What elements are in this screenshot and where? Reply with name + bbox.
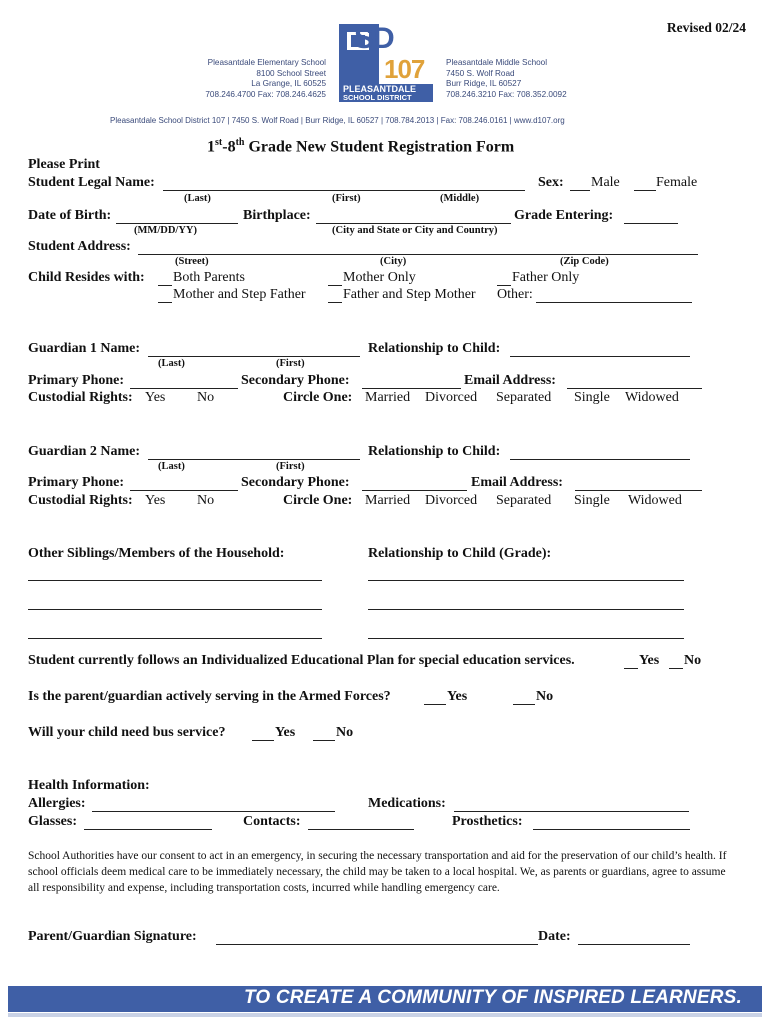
birthplace-label: Birthplace: <box>243 208 311 223</box>
sex-male-option: Male <box>591 175 620 190</box>
footer-banner-text: TO CREATE A COMMUNITY OF INSPIRED LEARNERS. <box>243 987 742 1008</box>
guardian1-single[interactable]: Single <box>574 390 610 405</box>
guardian2-single[interactable]: Single <box>574 493 610 508</box>
student-address-field[interactable] <box>138 254 698 255</box>
title-sup-st: st <box>215 137 223 148</box>
guardian2-name-field[interactable] <box>148 459 360 460</box>
elementary-school-info <box>192 58 326 100</box>
date-field[interactable] <box>578 944 690 945</box>
hint-city: (City) <box>380 256 407 267</box>
sibling-relationship-field-1[interactable] <box>368 580 684 581</box>
middle-school-info <box>446 58 567 100</box>
sibling-name-field-1[interactable] <box>28 580 322 581</box>
hint-street: (Street) <box>175 256 209 267</box>
sibling-name-field-3[interactable] <box>28 638 322 639</box>
district-contact-line: Pleasantdale School District 107 | 7450 S. Wolf Road | Burr Ridge, IL 60527 | 708.784.2013 | Fax: 708.246.0161 | www.d107.org <box>110 116 565 125</box>
guardian1-primary-phone-field[interactable] <box>130 388 238 389</box>
consent-paragraph: School Authorities have our consent to act in an emergency, in securing the necessary transportation and aid for the preservation of our child’s health. If school officials deem medical care to be immediately necessary, the child may be taken to a local hospital. We, as parents or guardians, agree to assume all responsibility and expense, including transportation costs, incurred while handling emergency care. <box>28 850 727 894</box>
guardian2-divorced[interactable]: Divorced <box>425 493 478 508</box>
guardian2-circle-label: Circle One: <box>283 493 353 508</box>
resides-mother-field[interactable] <box>328 285 342 286</box>
district-logo <box>337 22 435 102</box>
bus-yes: Yes <box>275 725 296 740</box>
grade-entering-label: Grade Entering: <box>514 208 614 223</box>
dob-field[interactable] <box>116 223 238 224</box>
armed-no-field[interactable] <box>513 704 535 705</box>
armed-forces-question: Is the parent/guardian actively serving in the Armed Forces? <box>28 689 391 704</box>
guardian2-name-label: Guardian 2 Name: <box>28 444 140 459</box>
elementary-street: 8100 School Street <box>256 68 326 78</box>
contacts-field[interactable] <box>308 829 414 830</box>
guardian2-widowed[interactable]: Widowed <box>628 493 682 508</box>
hint-zip: (Zip Code) <box>560 256 609 267</box>
middle-street: 7450 S. Wolf Road <box>446 68 515 78</box>
sex-male-field[interactable] <box>570 190 590 191</box>
dob-label: Date of Birth: <box>28 208 112 223</box>
allergies-label: Allergies: <box>28 796 86 811</box>
resides-mother-step-father: Mother and Step Father <box>173 287 306 302</box>
student-address-label: Student Address: <box>28 239 131 254</box>
logo-107: 107 <box>384 54 425 84</box>
armed-yes: Yes <box>447 689 468 704</box>
bus-yes-field[interactable] <box>252 740 274 741</box>
guardian2-email-label: Email Address: <box>471 475 563 490</box>
guardian1-custodial-label: Custodial Rights: <box>28 390 133 405</box>
guardian2-hint-last: (Last) <box>158 461 185 472</box>
guardian1-secondary-phone-label: Secondary Phone: <box>241 373 350 388</box>
title-part: 1 <box>207 138 215 156</box>
medications-label: Medications: <box>368 796 446 811</box>
revised-date: Revised 02/24 <box>666 20 746 35</box>
footer-banner <box>8 986 762 1012</box>
guardian1-married[interactable]: Married <box>365 390 411 405</box>
armed-no: No <box>536 689 554 704</box>
sibling-relationship-field-2[interactable] <box>368 609 684 610</box>
date-label: Date: <box>538 929 571 944</box>
guardian1-name-label: Guardian 1 Name: <box>28 341 140 356</box>
iep-yes: Yes <box>639 653 660 668</box>
medications-field[interactable] <box>454 811 689 812</box>
guardian2-relationship-field[interactable] <box>510 459 690 460</box>
iep-question: Student currently follows an Individualized Educational Plan for special education services. <box>28 653 575 668</box>
sibling-name-field-2[interactable] <box>28 609 322 610</box>
resides-both-parents: Both Parents <box>173 270 245 285</box>
student-legal-name-label: Student Legal Name: <box>28 175 155 190</box>
guardian1-email-label: Email Address: <box>464 373 556 388</box>
hint-last: (Last) <box>184 193 211 204</box>
hint-city-state: (City and State or City and Country) <box>332 225 498 236</box>
guardian1-secondary-phone-field[interactable] <box>362 388 461 389</box>
sibling-relationship-field-3[interactable] <box>368 638 684 639</box>
logo-name-line1: PLEASANTDALE <box>343 84 417 94</box>
guardian2-separated[interactable]: Separated <box>496 493 552 508</box>
birthplace-field[interactable] <box>316 223 511 224</box>
guardian1-custodial-no[interactable]: No <box>197 390 215 405</box>
guardian2-secondary-phone-label: Secondary Phone: <box>241 475 350 490</box>
guardian1-widowed[interactable]: Widowed <box>625 390 679 405</box>
guardian1-separated[interactable]: Separated <box>496 390 552 405</box>
guardian2-relationship-label: Relationship to Child: <box>368 444 501 459</box>
guardian2-married[interactable]: Married <box>365 493 411 508</box>
prosthetics-field[interactable] <box>533 829 690 830</box>
sex-female-option: Female <box>656 175 698 190</box>
resides-other-field[interactable] <box>536 302 692 303</box>
guardian1-hint-first: (First) <box>276 358 305 369</box>
guardian1-email-field[interactable] <box>567 388 702 389</box>
middle-name: Pleasantdale Middle School <box>446 58 548 67</box>
resides-father-step-mother: Father and Step Mother <box>343 287 476 302</box>
iep-no-field[interactable] <box>669 668 683 669</box>
guardian2-secondary-phone-field[interactable] <box>362 490 467 491</box>
guardian2-primary-phone-label: Primary Phone: <box>28 475 125 490</box>
guardian2-custodial-label: Custodial Rights: <box>28 493 133 508</box>
guardian1-relationship-field[interactable] <box>510 356 690 357</box>
resides-both-field[interactable] <box>158 285 172 286</box>
resides-father-field[interactable] <box>497 285 511 286</box>
middle-phone: 708.246.3210 Fax: 708.352.0092 <box>446 89 567 99</box>
sex-label: Sex: <box>538 175 564 190</box>
guardian1-custodial-yes[interactable]: Yes <box>145 390 166 405</box>
guardian1-divorced[interactable]: Divorced <box>425 390 478 405</box>
glasses-label: Glasses: <box>28 814 77 829</box>
middle-city: Burr Ridge, IL 60527 <box>446 79 522 88</box>
guardian1-relationship-label: Relationship to Child: <box>368 341 501 356</box>
armed-yes-field[interactable] <box>424 704 446 705</box>
hint-dob-format: (MM/DD/YY) <box>134 225 197 236</box>
allergies-field[interactable] <box>92 811 335 812</box>
title-part: Grade New Student Registration Form <box>244 138 515 156</box>
elementary-city: La Grange, IL 60525 <box>251 79 326 88</box>
guardian2-custodial-no[interactable]: No <box>197 493 215 508</box>
title-part: -8 <box>222 138 236 156</box>
logo-name-line2: SCHOOL DISTRICT <box>343 93 412 102</box>
bus-question: Will your child need bus service? <box>28 725 226 740</box>
footer-banner-strip <box>8 1013 762 1017</box>
bus-no: No <box>336 725 354 740</box>
iep-yes-field[interactable] <box>624 668 638 669</box>
guardian2-hint-first: (First) <box>276 461 305 472</box>
guardian2-primary-phone-field[interactable] <box>130 490 238 491</box>
siblings-label: Other Siblings/Members of the Household: <box>28 546 285 561</box>
prosthetics-label: Prosthetics: <box>452 814 523 829</box>
resides-mother-only: Mother Only <box>343 270 416 285</box>
iep-no: No <box>684 653 702 668</box>
signature-label: Parent/Guardian Signature: <box>28 929 197 944</box>
please-print: Please Print <box>28 157 100 172</box>
bus-no-field[interactable] <box>313 740 335 741</box>
resides-other-label: Other: <box>497 287 533 302</box>
logo-sd: SD <box>354 22 394 55</box>
elementary-phone: 708.246.4700 Fax: 708.246.4625 <box>205 89 326 99</box>
resides-father-step-field[interactable] <box>328 302 342 303</box>
guardian1-name-field[interactable] <box>148 356 360 357</box>
glasses-field[interactable] <box>84 829 212 830</box>
form-title <box>207 137 514 156</box>
student-legal-name-field[interactable] <box>163 190 525 191</box>
sex-female-field[interactable] <box>634 190 656 191</box>
hint-middle: (Middle) <box>440 193 480 204</box>
guardian2-custodial-yes[interactable]: Yes <box>145 493 166 508</box>
title-sup-th: th <box>235 137 245 148</box>
resides-mother-step-field[interactable] <box>158 302 172 303</box>
guardian2-email-field[interactable] <box>575 490 702 491</box>
guardian1-circle-label: Circle One: <box>283 390 353 405</box>
resides-with-label: Child Resides with: <box>28 270 145 285</box>
contacts-label: Contacts: <box>243 814 301 829</box>
resides-father-only: Father Only <box>512 270 580 285</box>
guardian1-hint-last: (Last) <box>158 358 185 369</box>
signature-field[interactable] <box>216 944 538 945</box>
grade-entering-field[interactable] <box>624 223 678 224</box>
siblings-relationship-label: Relationship to Child (Grade): <box>368 546 552 561</box>
elementary-name: Pleasantdale Elementary School <box>207 58 326 67</box>
guardian1-primary-phone-label: Primary Phone: <box>28 373 125 388</box>
hint-first: (First) <box>332 193 361 204</box>
health-info-title: Health Information: <box>28 778 150 793</box>
